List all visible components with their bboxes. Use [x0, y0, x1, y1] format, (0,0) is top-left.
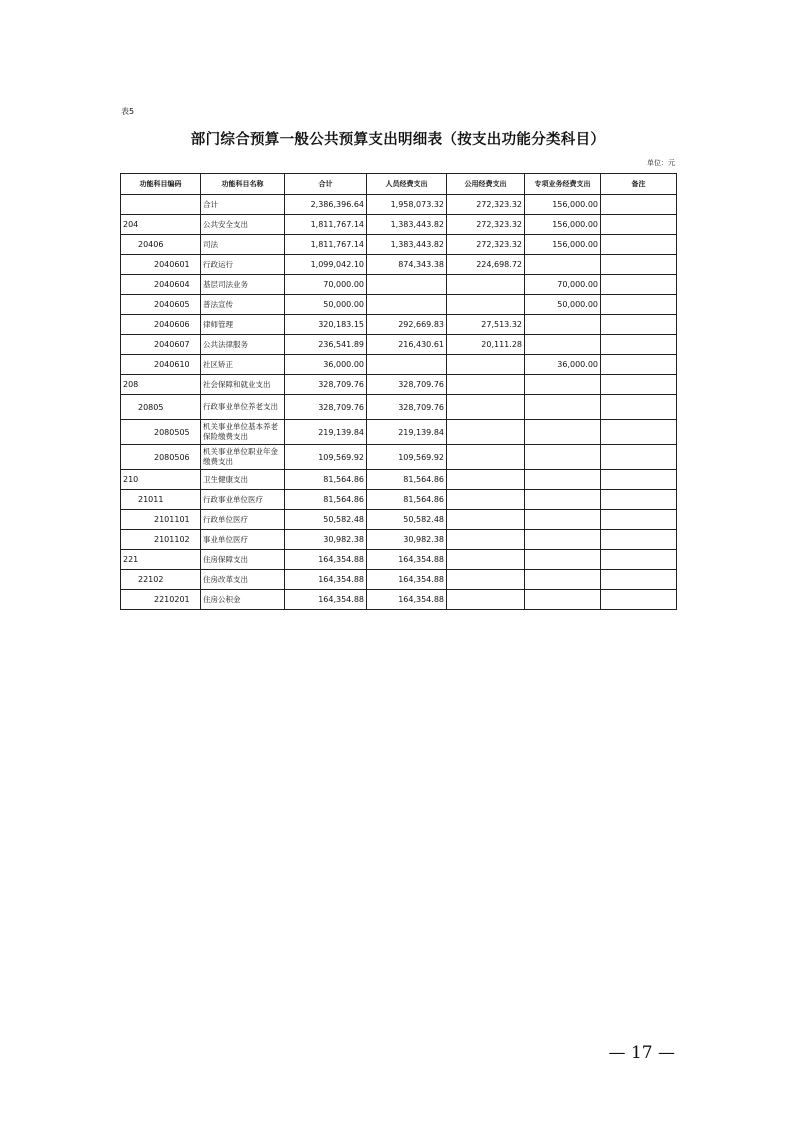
cell-public: 272,323.32 [447, 235, 525, 255]
cell-name: 司法 [201, 235, 285, 255]
table-row [121, 335, 677, 355]
cell-total: 36,000.00 [285, 355, 367, 375]
table-row [121, 215, 677, 235]
cell-note [601, 395, 677, 420]
cell-name: 行政运行 [201, 255, 285, 275]
cell-personnel: 328,709.76 [367, 375, 447, 395]
cell-name: 机关事业单位职业年金缴费支出 [201, 445, 285, 470]
table-row [121, 375, 677, 395]
cell-total: 164,354.88 [285, 550, 367, 570]
cell-note [601, 470, 677, 490]
cell-special [525, 530, 601, 550]
cell-special [525, 335, 601, 355]
cell-personnel: 328,709.76 [367, 395, 447, 420]
cell-public [447, 510, 525, 530]
cell-note [601, 295, 677, 315]
cell-name: 住房保障支出 [201, 550, 285, 570]
cell-personnel: 81,564.86 [367, 490, 447, 510]
cell-code: 22102 [121, 570, 201, 590]
cell-code: 221 [121, 550, 201, 570]
table-row [121, 530, 677, 550]
cell-personnel: 1,958,073.32 [367, 195, 447, 215]
cell-total: 1,099,042.10 [285, 255, 367, 275]
cell-personnel: 164,354.88 [367, 570, 447, 590]
cell-note [601, 235, 677, 255]
cell-public [447, 275, 525, 295]
table-number-label: 表5 [121, 107, 135, 116]
cell-code [121, 195, 201, 215]
cell-special [525, 550, 601, 570]
cell-code: 21011 [121, 490, 201, 510]
cell-note [601, 215, 677, 235]
cell-public: 272,323.32 [447, 195, 525, 215]
cell-personnel: 219,139.84 [367, 420, 447, 445]
cell-total: 164,354.88 [285, 570, 367, 590]
cell-name: 公共法律服务 [201, 335, 285, 355]
cell-public [447, 530, 525, 550]
cell-name: 事业单位医疗 [201, 530, 285, 550]
cell-total: 2,386,396.64 [285, 195, 367, 215]
cell-total: 109,569.92 [285, 445, 367, 470]
cell-special [525, 510, 601, 530]
cell-public [447, 395, 525, 420]
cell-special [525, 255, 601, 275]
cell-personnel [367, 275, 447, 295]
page-number: — 17 — [608, 1043, 675, 1063]
cell-name: 普法宣传 [201, 295, 285, 315]
cell-code: 2210201 [121, 590, 201, 610]
cell-personnel: 81,564.86 [367, 470, 447, 490]
cell-total: 236,541.89 [285, 335, 367, 355]
cell-note [601, 550, 677, 570]
cell-personnel [367, 355, 447, 375]
cell-personnel: 50,582.48 [367, 510, 447, 530]
cell-personnel: 164,354.88 [367, 590, 447, 610]
cell-name: 基层司法业务 [201, 275, 285, 295]
column-header-personnel: 人员经费支出 [367, 174, 447, 195]
cell-total: 30,982.38 [285, 530, 367, 550]
cell-personnel: 292,669.83 [367, 315, 447, 335]
cell-public [447, 375, 525, 395]
cell-special [525, 375, 601, 395]
cell-code: 2101102 [121, 530, 201, 550]
column-header-public: 公用经费支出 [447, 174, 525, 195]
cell-special [525, 490, 601, 510]
column-header-note: 备注 [601, 174, 677, 195]
cell-personnel [367, 295, 447, 315]
cell-code: 2040605 [121, 295, 201, 315]
cell-name: 行政单位医疗 [201, 510, 285, 530]
cell-note [601, 255, 677, 275]
cell-note [601, 490, 677, 510]
cell-total: 81,564.86 [285, 490, 367, 510]
unit-label: 单位：元 [647, 159, 675, 167]
cell-code: 2101101 [121, 510, 201, 530]
cell-public [447, 570, 525, 590]
cell-special: 156,000.00 [525, 235, 601, 255]
table-row [121, 355, 677, 375]
cell-public [447, 420, 525, 445]
cell-total: 50,582.48 [285, 510, 367, 530]
cell-special [525, 445, 601, 470]
header-row [121, 174, 677, 195]
table-row [121, 445, 677, 470]
cell-special [525, 420, 601, 445]
cell-code: 2080505 [121, 420, 201, 445]
cell-public [447, 295, 525, 315]
cell-code: 2040607 [121, 335, 201, 355]
cell-personnel: 30,982.38 [367, 530, 447, 550]
cell-code: 204 [121, 215, 201, 235]
cell-personnel: 109,569.92 [367, 445, 447, 470]
cell-public [447, 470, 525, 490]
cell-total: 1,811,767.14 [285, 215, 367, 235]
cell-code: 20805 [121, 395, 201, 420]
cell-name: 行政事业单位医疗 [201, 490, 285, 510]
table-row [121, 395, 677, 420]
table-row [121, 470, 677, 490]
table-row [121, 490, 677, 510]
cell-public [447, 355, 525, 375]
cell-public [447, 445, 525, 470]
table-row [121, 275, 677, 295]
cell-code: 2040610 [121, 355, 201, 375]
cell-special [525, 395, 601, 420]
cell-code: 208 [121, 375, 201, 395]
cell-personnel: 216,430.61 [367, 335, 447, 355]
cell-total: 81,564.86 [285, 470, 367, 490]
table-row [121, 510, 677, 530]
table-row [121, 315, 677, 335]
cell-special [525, 315, 601, 335]
table-row [121, 255, 677, 275]
cell-note [601, 420, 677, 445]
cell-code: 2040606 [121, 315, 201, 335]
cell-name: 机关事业单位基本养老保险缴费支出 [201, 420, 285, 445]
table-row [121, 420, 677, 445]
cell-name: 社会保障和就业支出 [201, 375, 285, 395]
cell-personnel: 164,354.88 [367, 550, 447, 570]
cell-total: 328,709.76 [285, 395, 367, 420]
cell-name: 合计 [201, 195, 285, 215]
column-header-special: 专项业务经费支出 [525, 174, 601, 195]
cell-note [601, 375, 677, 395]
cell-note [601, 570, 677, 590]
cell-total: 50,000.00 [285, 295, 367, 315]
table-row [121, 235, 677, 255]
cell-name: 住房公积金 [201, 590, 285, 610]
cell-name: 公共安全支出 [201, 215, 285, 235]
cell-code: 20406 [121, 235, 201, 255]
cell-name: 行政事业单位养老支出 [201, 395, 285, 420]
cell-total: 328,709.76 [285, 375, 367, 395]
cell-note [601, 315, 677, 335]
budget-table [120, 173, 677, 610]
cell-code: 2040604 [121, 275, 201, 295]
cell-name: 住房改革支出 [201, 570, 285, 590]
table-row [121, 590, 677, 610]
cell-name: 社区矫正 [201, 355, 285, 375]
cell-note [601, 355, 677, 375]
cell-public [447, 550, 525, 570]
cell-code: 2040601 [121, 255, 201, 275]
cell-total: 70,000.00 [285, 275, 367, 295]
cell-personnel: 874,343.38 [367, 255, 447, 275]
cell-note [601, 275, 677, 295]
cell-note [601, 510, 677, 530]
cell-name: 律师管理 [201, 315, 285, 335]
cell-total: 164,354.88 [285, 590, 367, 610]
table-row [121, 550, 677, 570]
cell-public: 224,698.72 [447, 255, 525, 275]
cell-total: 320,183.15 [285, 315, 367, 335]
column-header-name: 功能科目名称 [201, 174, 285, 195]
cell-note [601, 590, 677, 610]
column-header-code: 功能科目编码 [121, 174, 201, 195]
cell-special: 36,000.00 [525, 355, 601, 375]
cell-personnel: 1,383,443.82 [367, 235, 447, 255]
cell-special [525, 470, 601, 490]
cell-note [601, 530, 677, 550]
cell-public: 20,111.28 [447, 335, 525, 355]
cell-name: 卫生健康支出 [201, 470, 285, 490]
table-row [121, 570, 677, 590]
cell-total: 219,139.84 [285, 420, 367, 445]
cell-public [447, 590, 525, 610]
cell-special: 156,000.00 [525, 215, 601, 235]
table-row [121, 195, 677, 215]
cell-note [601, 195, 677, 215]
cell-code: 2080506 [121, 445, 201, 470]
cell-public [447, 490, 525, 510]
cell-special [525, 590, 601, 610]
cell-special: 50,000.00 [525, 295, 601, 315]
cell-special: 156,000.00 [525, 195, 601, 215]
column-header-total: 合计 [285, 174, 367, 195]
cell-total: 1,811,767.14 [285, 235, 367, 255]
cell-public: 272,323.32 [447, 215, 525, 235]
cell-personnel: 1,383,443.82 [367, 215, 447, 235]
cell-special: 70,000.00 [525, 275, 601, 295]
cell-note [601, 445, 677, 470]
cell-public: 27,513.32 [447, 315, 525, 335]
page-title: 部门综合预算一般公共预算支出明细表（按支出功能分类科目） [190, 132, 606, 148]
cell-special [525, 570, 601, 590]
cell-code: 210 [121, 470, 201, 490]
cell-note [601, 335, 677, 355]
table-row [121, 295, 677, 315]
